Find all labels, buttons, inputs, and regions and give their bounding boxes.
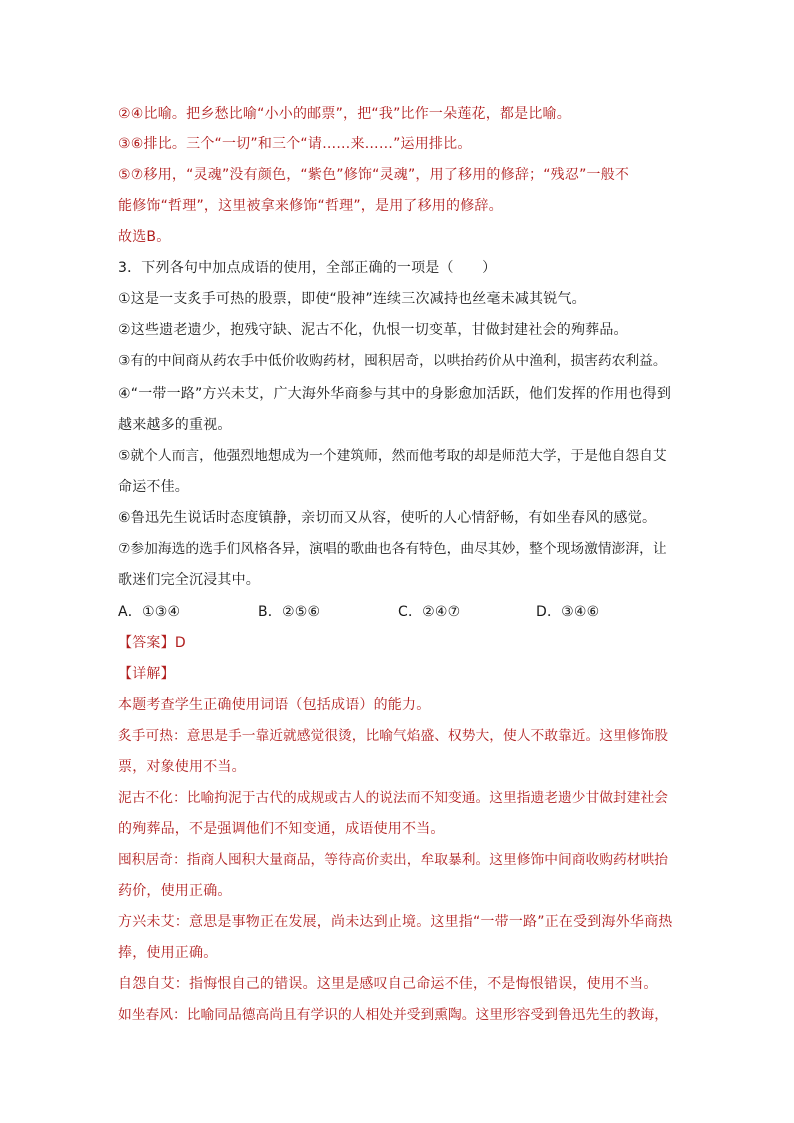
question-sentence: ⑥鲁迅先生说话时态度镇静，亲切而又从容，使听的人心情舒畅，有如坐春风的感觉。 <box>118 510 657 526</box>
detail-line: 捧，使用正确。 <box>118 945 218 961</box>
detail-line: 的殉葬品，不是强调他们不知变通，成语使用不当。 <box>118 821 445 837</box>
option-b: B．②⑤⑥ <box>258 604 321 620</box>
answer-line <box>118 634 678 652</box>
analysis-text: 移用，“灵魂”没有颜色，“紫色”修饰“灵魂”，用了移用的修辞；“残忍”一般不 <box>143 167 630 183</box>
detail-line: 票，对象使用不当。 <box>118 759 246 775</box>
options-row <box>118 603 678 621</box>
sentence-number: ②④ <box>118 106 144 122</box>
analysis-line <box>118 197 678 215</box>
option-d: D．③④⑥ <box>536 604 600 620</box>
analysis-line <box>118 135 678 153</box>
analysis-text: 比喻。把乡愁比喻“小小的邮票”，把“我”比作一朵莲花，都是比喻。 <box>143 106 571 122</box>
detail-line: 方兴未艾：意思是事物正在发展，尚未达到止境。这里指“一带一路”正在受到海外华商热 <box>118 914 673 930</box>
question-sentence: ⑤就个人而言，他强烈地想成为一个建筑师，然而他考取的却是师范大学，于是他自怨自艾 <box>118 448 667 464</box>
detail-line: 本题考查学生正确使用词语（包括成语）的能力。 <box>118 697 431 713</box>
question-sentence: ③有的中间商从药农手中低价收购药材，囤积居奇，以哄抬药价从中渔利，损害药农利益。 <box>118 353 667 369</box>
detail-line: 囤积居奇：指商人囤积大量商品，等待高价卖出，牟取暴利。这里修饰中间商收购药材哄抬 <box>118 852 669 868</box>
question-sentence: 歌迷们完全沉浸其中。 <box>118 572 260 588</box>
question-sentence: 越来越多的重视。 <box>118 417 232 433</box>
detail-line: 自怨自艾：指悔恨自己的错误。这里是感叹自己命运不佳，不是悔恨错误，使用不当。 <box>118 976 658 992</box>
detail-line: 如坐春风：比喻同品德高尚且有学识的人相处并受到熏陶。这里形容受到鲁迅先生的教诲， <box>118 1007 669 1023</box>
sentence-number: ③⑥ <box>118 136 144 152</box>
sentence-number: ⑤⑦ <box>118 167 144 183</box>
detail-label: 【详解】 <box>118 666 175 682</box>
option-c: C．②④⑦ <box>398 604 461 620</box>
analysis-text: 排比。三个“一切”和三个“请……来……”运用排比。 <box>143 136 472 152</box>
question-sentence: ①这是一支炙手可热的股票，即使“股神”连续三次减持也丝毫未减其锐气。 <box>118 291 586 307</box>
question-sentence: ⑦参加海选的选手们风格各异，演唱的歌曲也各有特色，曲尽其妙，整个现场激情澎湃，让 <box>118 541 667 557</box>
question-sentence: 命运不佳。 <box>118 479 189 495</box>
answer-value: D <box>174 635 186 651</box>
analysis-line <box>118 166 678 184</box>
question-stem: 3．下列各句中加点成语的使用，全部正确的一项是（ ） <box>118 260 497 276</box>
question-sentence: ④“一带一路”方兴未艾，广大海外华商参与其中的身影愈加活跃，他们发挥的作用也得到 <box>118 386 672 402</box>
detail-line: 泥古不化：比喻拘泥于古代的成规或古人的说法而不知变通。这里指遗老遗少甘做封建社会 <box>118 790 669 806</box>
answer-label: 【答案】 <box>118 635 175 651</box>
analysis-text: 能修饰“哲理”，这里被拿来修饰“哲理”，是用了移用的修辞。 <box>118 198 503 214</box>
option-a: A．①③④ <box>118 604 181 620</box>
conclusion: 故选B。 <box>118 229 171 245</box>
question-sentence: ②这些遗老遗少，抱残守缺、泥古不化，仇恨一切变革，甘做封建社会的殉葬品。 <box>118 322 628 338</box>
detail-line: 炙手可热：意思是手一靠近就感觉很烫，比喻气焰盛、权势大，使人不敢靠近。这里修饰股 <box>118 728 669 744</box>
detail-line: 药价，使用正确。 <box>118 883 232 899</box>
analysis-line <box>118 105 678 123</box>
